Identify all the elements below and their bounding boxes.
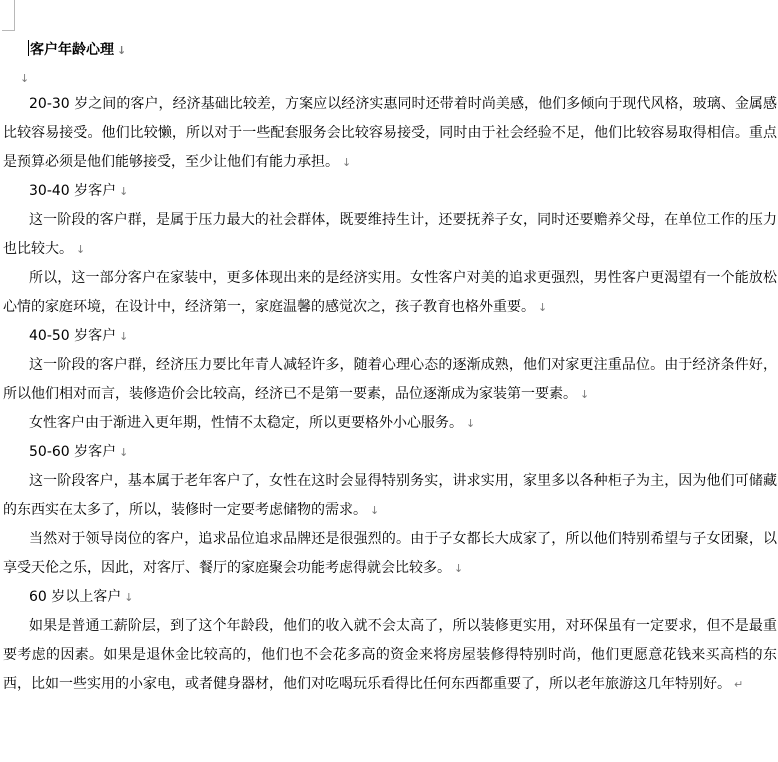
empty-paragraph <box>3 64 777 90</box>
paragraph-text: 所以，这一部分客户在家装中，更多体现出来的是经济实用。女性客户对美的追求更强烈，男性客户更渴望有一个能放松心情的家庭环境，在设计中，经济第一，家庭温馨的感觉次之，孩子教育也格外重要。 <box>3 270 777 315</box>
document-paragraphs <box>3 90 777 699</box>
paragraph-mark-icon: ↓ <box>119 446 129 459</box>
paragraph-mark-icon: ↓ <box>20 72 30 85</box>
document-title: 客户年龄心理 <box>30 42 114 58</box>
paragraph-mark-icon: ↓ <box>370 504 380 517</box>
section-heading <box>3 177 777 206</box>
paragraph-mark-icon: ↓ <box>454 562 464 575</box>
paragraph-text: 这一阶段客户，基本属于老年客户了，女性在这时会显得特别务实，讲求实用，家里多以各种柜子为主，因为他们可储藏的东西实在太多了，所以，装修时一定要考虑储物的需求。 <box>3 473 777 518</box>
section-heading-text: 50-60 岁客户 <box>29 444 117 460</box>
paragraph-mark-icon: ↓ <box>119 185 129 198</box>
body-paragraph <box>3 525 777 583</box>
paragraph-text: 女性客户由于渐进入更年期，性情不太稳定，所以更要格外小心服务。 <box>29 415 463 431</box>
paragraph-text: 当然对于领导岗位的客户，追求品位追求品牌还是很强烈的。由于子女都长大成家了，所以他们特别希望与子女团聚，以享受天伦之乐，因此，对客厅、餐厅的家庭聚会功能考虑得就会比较多。 <box>3 531 777 576</box>
section-heading-text: 40-50 岁客户 <box>29 328 117 344</box>
paragraph-mark-icon: ↓ <box>580 388 590 401</box>
body-paragraph <box>3 409 777 438</box>
paragraph-mark-icon: ↓ <box>76 243 86 256</box>
page-margin-marker <box>2 0 15 31</box>
body-paragraph <box>3 467 777 525</box>
section-heading <box>3 438 777 467</box>
paragraph-text: 这一阶段的客户群，经济压力要比年青人减轻许多，随着心理心态的逐渐成熟，他们对家更注重品位。由于经济条件好，所以他们相对而言，装修造价会比较高，经济已不是第一要素，品位逐渐成为家装第一要素。 <box>3 357 777 402</box>
section-heading <box>3 322 777 351</box>
paragraph-mark-icon: ↓ <box>342 156 352 169</box>
section-heading-text: 60 岁以上客户 <box>29 589 122 605</box>
paragraph-mark-icon: ↓ <box>466 417 476 430</box>
document-title-line <box>3 36 777 64</box>
paragraph-text: 这一阶段的客户群，是属于压力最大的社会群体，既要维持生计，还要抚养子女，同时还要赡养父母，在单位工作的压力也比较大。 <box>3 212 777 257</box>
paragraph-mark-icon: ↓ <box>538 301 548 314</box>
text-cursor <box>28 40 29 56</box>
section-heading <box>3 583 777 612</box>
paragraph-mark-icon: ↓ <box>119 330 129 343</box>
body-paragraph <box>3 351 777 409</box>
paragraph-mark-icon: ↓ <box>124 591 134 604</box>
body-paragraph <box>3 612 777 699</box>
paragraph-text: 如果是普通工薪阶层，到了这个年龄段，他们的收入就不会太高了，所以装修更实用，对环保虽有一定要求，但不是最重要考虑的因素。如果是退休金比较高的，他们也不会花多高的资金来将房屋装修得特别时尚，他们更愿意花钱来买高档的东西，比如一些实用的小家电，或者健身器材，他们对吃喝玩乐看得比任何东西都重要了，所以老年旅游这几年特别好。 <box>3 618 777 692</box>
document-body[interactable] <box>3 36 777 699</box>
body-paragraph <box>3 206 777 264</box>
end-mark-icon: ↵ <box>734 678 744 691</box>
paragraph-text: 20-30 岁之间的客户，经济基础比较差，方案应以经济实惠同时还带着时尚美感，他们多倾向于现代风格，玻璃、金属感比较容易接受。他们比较懒，所以对于一些配套服务会比较容易接受，同时由于社会经验不足，他们比较容易取得相信。重点是预算必须是他们能够接受，至少让他们有能力承担。 <box>3 96 777 170</box>
body-paragraph <box>3 264 777 322</box>
section-heading-text: 30-40 岁客户 <box>29 183 117 199</box>
body-paragraph <box>3 90 777 177</box>
paragraph-mark-icon: ↓ <box>117 44 127 57</box>
